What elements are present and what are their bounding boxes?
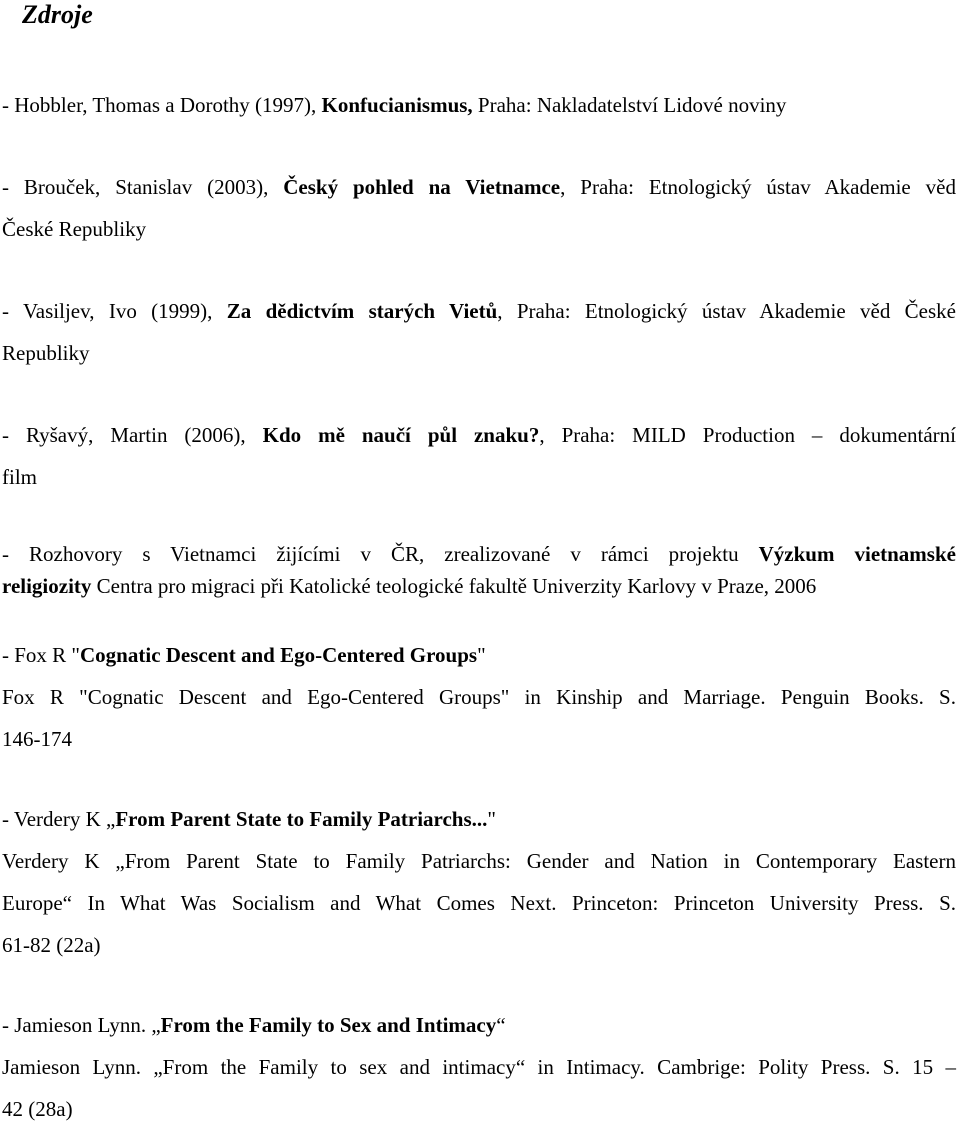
reference-line: 42 (28a) [2, 1097, 73, 1121]
reference-line: - Vasiljev, Ivo (1999), Za dědictvím starých Vietů, Praha: Etnologický ústav Akademie věd České [2, 299, 956, 323]
reference-title: Český pohled na Vietnamce [283, 175, 561, 199]
reference-title: Výzkum vietnamské [758, 542, 956, 566]
reference-line: 61-82 (22a) [2, 933, 101, 957]
reference-line: Fox R "Cognatic Descent and Ego-Centered Groups" in Kinship and Marriage. Penguin Books. S. [2, 685, 956, 709]
reference-line: Jamieson Lynn. „From the Family to sex and intimacy“ in Intimacy. Cambrige: Polity Press. S. 15 – [2, 1055, 956, 1079]
reference-entry-fox [2, 634, 956, 760]
reference-title: Cognatic Descent and Ego-Centered Groups [80, 643, 478, 667]
reference-entry-broucek [2, 166, 956, 250]
reference-line: - Fox R "Cognatic Descent and Ego-Centered Groups" [2, 643, 486, 667]
reference-entry-vasiljev [2, 290, 956, 374]
reference-line: - Verdery K „From Parent State to Family Patriarchs..." [2, 807, 496, 831]
reference-entry-rozhovory [2, 538, 956, 602]
reference-entry-rysavy [2, 414, 956, 498]
reference-line: Verdery K „From Parent State to Family Patriarchs: Gender and Nation in Contemporary Eastern [2, 849, 956, 873]
reference-title: religiozity [2, 574, 92, 598]
reference-line: film [2, 465, 37, 489]
reference-title: Za dědictvím starých Vietů [226, 299, 498, 323]
reference-title: From the Family to Sex and Intimacy [160, 1013, 497, 1037]
reference-entry-verdery [2, 798, 956, 966]
reference-line: - Jamieson Lynn. „From the Family to Sex and Intimacy“ [2, 1013, 506, 1037]
reference-entry-jamieson [2, 1004, 956, 1130]
reference-line: Europe“ In What Was Socialism and What Comes Next. Princeton: Princeton University Press. S. [2, 891, 956, 915]
reference-line: religiozity Centra pro migraci při Katolické teologické fakultě Univerzity Karlovy v Praze, 2006 [2, 574, 817, 598]
reference-line: 146-174 [2, 727, 72, 751]
reference-line: Republiky [2, 341, 90, 365]
reference-title: From Parent State to Family Patriarchs... [115, 807, 488, 831]
reference-line: - Rozhovory s Vietnamci žijícími v ČR, zrealizované v rámci projektu Výzkum vietnamské [2, 542, 956, 566]
section-heading: Zdroje [22, 0, 93, 29]
reference-title: Konfucianismus, [321, 93, 473, 117]
reference-line: - Brouček, Stanislav (2003), Český pohled na Vietnamce, Praha: Etnologický ústav Akademie věd [2, 175, 956, 199]
reference-line: České Republiky [2, 217, 147, 241]
reference-entry-hobbler [2, 84, 956, 126]
reference-title: Kdo mě naučí půl znaku? [262, 423, 540, 447]
reference-line: - Hobbler, Thomas a Dorothy (1997), Konfucianismus, Praha: Nakladatelství Lidové noviny [2, 93, 787, 117]
reference-line: - Ryšavý, Martin (2006), Kdo mě naučí půl znaku?, Praha: MILD Production – dokumentární [2, 423, 957, 447]
